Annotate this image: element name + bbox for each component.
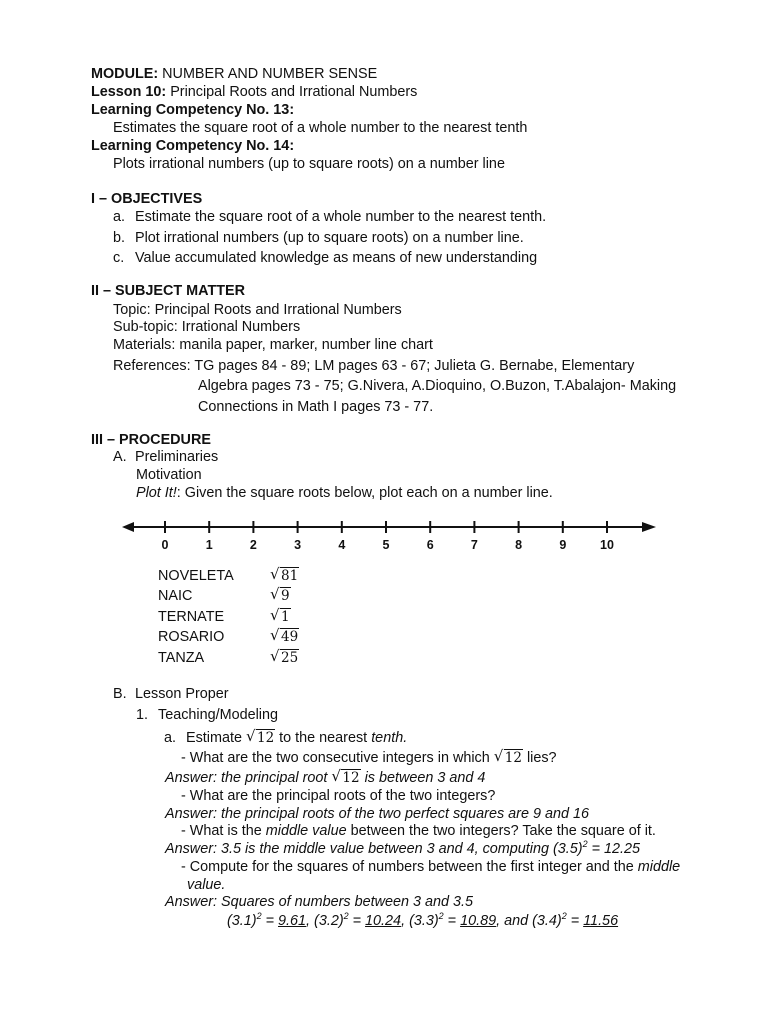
- lesson-line: [91, 83, 417, 101]
- estimate-middle: to the nearest: [279, 730, 368, 746]
- place-root: √ 1: [270, 606, 290, 625]
- objective-item: [113, 249, 537, 267]
- preliminaries-label: Preliminaries: [135, 449, 219, 465]
- number-line-tick-label: 0: [161, 538, 169, 552]
- question-1: - What are the two consecutive integers in which √ 12 lies?: [181, 747, 557, 766]
- number-line-tick-label: 1: [205, 538, 213, 552]
- place-radicand: 49: [281, 629, 299, 645]
- place-name: ROSARIO: [158, 629, 225, 645]
- module-label: MODULE:: [91, 66, 159, 82]
- number-line-tick-label: 6: [426, 538, 434, 552]
- radical-expression: √ 12: [493, 747, 522, 766]
- squares-computation: $(3.1)^2 = 9.61$, $(3.2)^2 = 10.24$, $(3.3)^2 = 10.89$, and $(3.4)^2 = 11.56$: [227, 911, 619, 929]
- plot-instruction-text: : Given the square roots below, plot each on a number line.: [176, 485, 553, 501]
- question-3: - What is the middle value between the two integers? Take the square of it.: [181, 823, 656, 839]
- question-4: - Compute for the squares of numbers between the first integer and the middle: [181, 859, 681, 875]
- module-value: NUMBER AND NUMBER SENSE: [162, 66, 378, 82]
- competency-14-text: Plots irrational numbers (up to square roots) on a number line: [113, 156, 505, 172]
- place-name: NAIC: [158, 588, 193, 604]
- number-line-tick-label: 2: [249, 538, 257, 552]
- references-line-1: References: TG pages 84 - 89; LM pages 63 - 67; Julieta G. Bernabe, Elementary: [113, 358, 635, 374]
- preliminaries-line: [113, 448, 218, 466]
- lesson-proper-line: [113, 685, 229, 703]
- number-line-tick-label: 7: [470, 538, 478, 552]
- question-4-continued: value.: [187, 877, 226, 893]
- square-result: 10.24: [365, 913, 402, 929]
- lesson-label: Lesson 10:: [91, 84, 167, 100]
- competency-14-label: Learning Competency No. 14:: [91, 138, 295, 154]
- lesson-proper-label: Lesson Proper: [135, 686, 229, 702]
- objective-text: Plot irrational numbers (up to square roots) on a number line.: [135, 230, 524, 246]
- number-line-tick-label: 4: [338, 538, 346, 552]
- number-line-tick-label: 5: [382, 538, 390, 552]
- lesson-value: Principal Roots and Irrational Numbers: [170, 84, 418, 100]
- estimate-prefix: Estimate: [186, 730, 242, 746]
- radical-expression: √ 12: [245, 727, 275, 746]
- subtopic-line: Sub-topic: Irrational Numbers: [113, 319, 301, 335]
- section-marker: A.: [113, 449, 127, 465]
- place-root: √ 81: [270, 565, 299, 584]
- square-result: 9.61: [278, 913, 307, 929]
- place-name: TERNATE: [158, 609, 225, 625]
- number-line-tick-label: 8: [515, 538, 523, 552]
- place-name: TANZA: [158, 650, 205, 666]
- estimate-emphasis: tenth.: [371, 730, 408, 746]
- objective-marker: c.: [113, 250, 125, 266]
- answer-1: Answer: the principal root √ 12 is between 3 and 4: [165, 767, 486, 786]
- materials-line: Materials: manila paper, marker, number line chart: [113, 337, 433, 353]
- competency-13-text: Estimates the square root of a whole number to the nearest tenth: [113, 120, 528, 136]
- objective-text: Estimate the square root of a whole number to the nearest tenth.: [135, 209, 547, 225]
- teaching-line: [136, 706, 278, 724]
- step-marker: 1.: [136, 707, 149, 723]
- plot-it-label: Plot It!: [136, 485, 177, 501]
- square-result: 11.56: [583, 913, 619, 929]
- section-marker: B.: [113, 686, 127, 702]
- objective-marker: a.: [113, 209, 126, 225]
- topic-line: Topic: Principal Roots and Irrational Numbers: [113, 302, 402, 318]
- answer-3: Answer: 3.5 is the middle value between 3 and 4, computing $(3.5)^2 = 12.25$: [165, 839, 641, 857]
- place-radicand: 81: [281, 568, 299, 584]
- item-marker: a.: [164, 730, 177, 746]
- place-root: √ 9: [270, 585, 290, 604]
- left-arrow-icon: [122, 522, 134, 532]
- square-result: 10.89: [460, 913, 497, 929]
- number-line: [120, 514, 660, 556]
- subject-matter-heading: II – SUBJECT MATTER: [91, 283, 246, 299]
- module-line: [91, 65, 377, 83]
- place-name: NOVELETA: [158, 568, 234, 584]
- place-radicand: 1: [281, 609, 290, 625]
- answer-4: Answer: Squares of numbers between 3 and 3.5: [165, 894, 473, 910]
- place-radicand: 25: [281, 650, 299, 666]
- references-line-2: Algebra pages 73 - 75; G.Nivera, A.Dioquino, O.Buzon, T.Abalajon- Making: [198, 378, 677, 394]
- number-line-axis: [122, 522, 656, 532]
- motivation-label: Motivation: [136, 467, 202, 483]
- number-line-tick-label: 9: [559, 538, 567, 552]
- right-arrow-icon: [642, 522, 656, 532]
- place-root: √ 25: [270, 647, 299, 666]
- objective-item: [113, 208, 546, 226]
- procedure-heading: III – PROCEDURE: [91, 432, 211, 448]
- radical-expression: √ 12: [331, 767, 360, 786]
- competency-13-label: Learning Competency No. 13:: [91, 102, 295, 118]
- place-root: √ 49: [270, 626, 299, 645]
- teaching-label: Teaching/Modeling: [158, 707, 279, 723]
- answer-2: Answer: the principal roots of the two perfect squares are 9 and 16: [165, 806, 589, 822]
- objectives-heading: I – OBJECTIVES: [91, 191, 203, 207]
- objective-item: [113, 229, 524, 247]
- place-radicand: 9: [281, 588, 290, 604]
- plot-it-instruction: [136, 484, 553, 502]
- number-line-tick-label: 10: [600, 538, 614, 552]
- references-line-3: Connections in Math I pages 73 - 77.: [198, 399, 434, 415]
- number-line-tick-label: 3: [294, 538, 302, 552]
- objective-marker: b.: [113, 230, 126, 246]
- question-2: - What are the principal roots of the two integers?: [181, 788, 496, 804]
- objective-text: Value accumulated knowledge as means of new understanding: [135, 250, 538, 266]
- estimate-line: [164, 729, 407, 747]
